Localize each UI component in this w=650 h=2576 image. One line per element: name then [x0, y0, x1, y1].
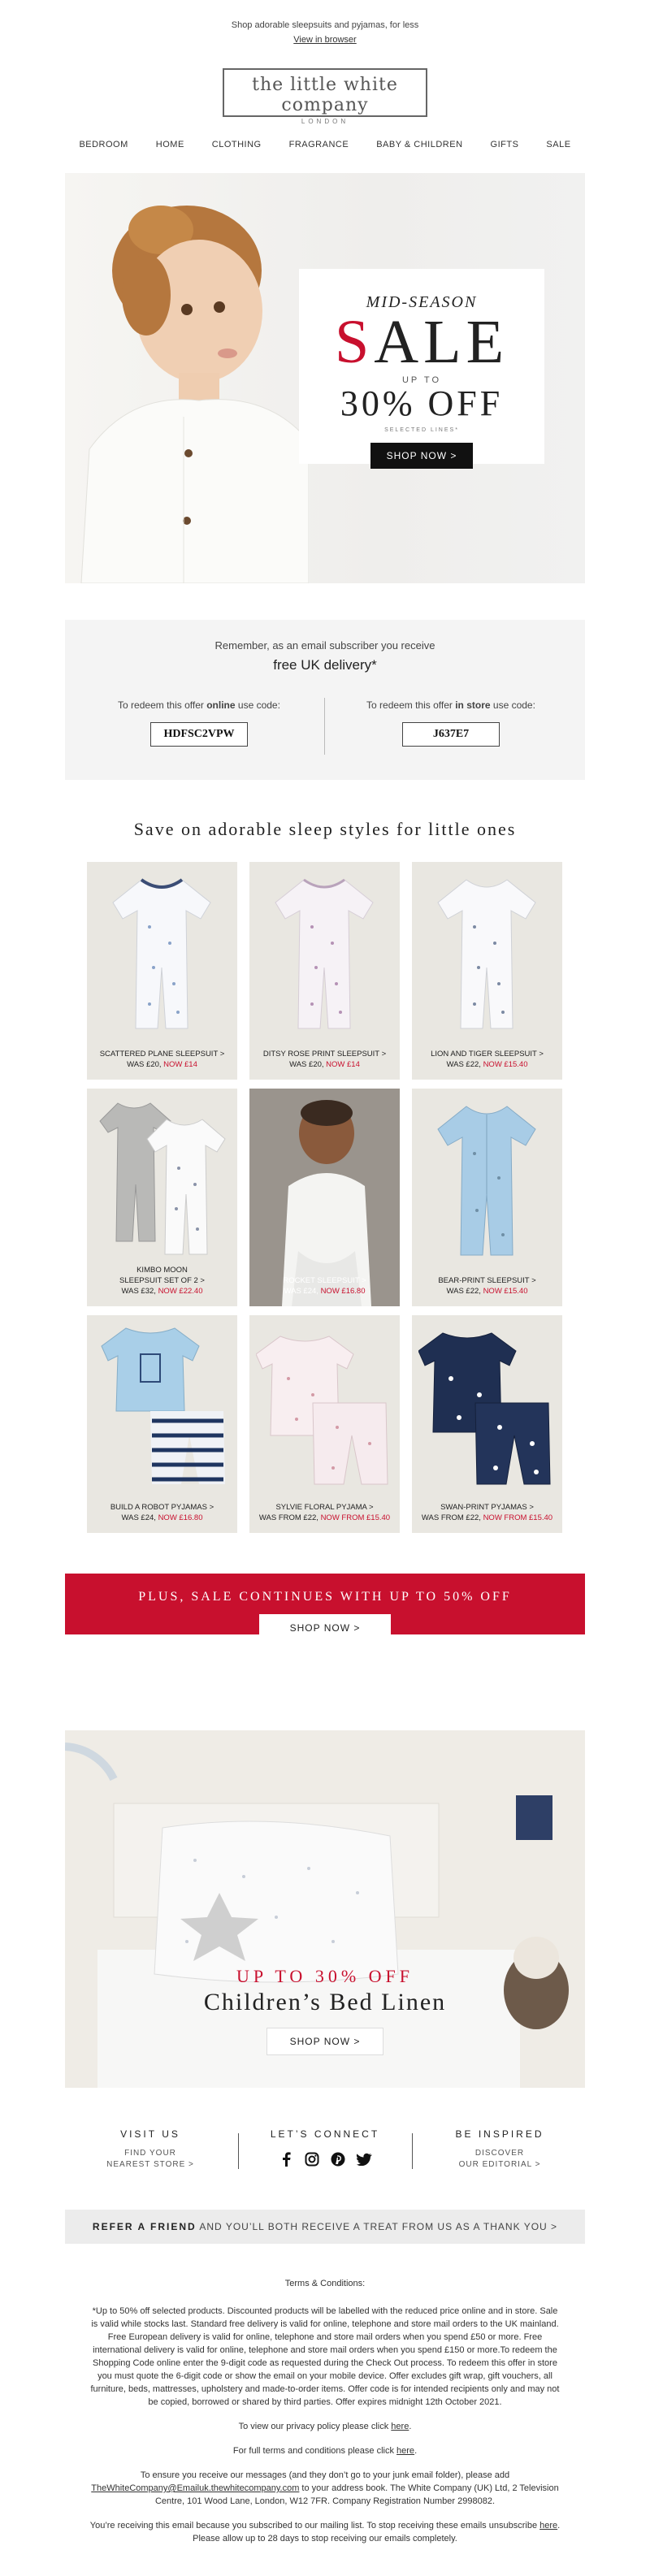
product-label: SWAN-PRINT PYJAMAS > WAS FROM £22, NOW FROM £15.40 [421, 1503, 553, 1522]
instagram-icon[interactable] [304, 2151, 320, 2167]
footer-divider [238, 2133, 239, 2169]
product-tile[interactable] [87, 1089, 237, 1306]
sale-continues-banner [65, 1574, 585, 1634]
product-image [105, 870, 219, 1037]
privacy-link[interactable]: here [391, 2422, 410, 2431]
bed-linen-up-to: UP TO 30% OFF [236, 1966, 414, 1986]
grid-heading: Save on adorable sleep styles for little ones [133, 819, 517, 839]
unsubscribe-line: You’re receiving this email because you subscribed to our mailing list. To stop receiving these emails unsubscribe here. Please allow up to 28 days to stop receiving our emails completely. [89, 2521, 561, 2544]
visit-us-link[interactable]: FIND YOUR NEAREST STORE > [106, 2149, 194, 2169]
sale-continues-text: PLUS, SALE CONTINUES WITH UP TO 50% OFF [138, 1590, 512, 1604]
product-label: BUILD A ROBOT PYJAMAS > WAS £24, NOW £16.80 [110, 1503, 214, 1522]
product-label: KIMBO MOON SLEEPSUIT SET OF 2 > WAS £32, NOW £22.40 [119, 1266, 205, 1296]
bed-linen-banner[interactable] [65, 1730, 585, 2088]
product-label: DITSY ROSE PRINT SLEEPSUIT > WAS £20, NOW £14 [262, 1050, 387, 1069]
refer-title: REFER A FRIEND [92, 2221, 197, 2232]
product-label: SYLVIE FLORAL PYJAMA > WAS FROM £22, NOW FROM £15.40 [258, 1503, 391, 1522]
hero-sale-title: SALE [334, 308, 509, 376]
delivery-line2: free UK delivery* [273, 657, 377, 673]
privacy-line: To view our privacy policy please click here. [238, 2422, 412, 2431]
be-inspired-title: BE INSPIRED [455, 2128, 544, 2140]
address-book-line: To ensure you receive our messages (and they don’t go to your junk email folder), please add TheWhiteCompany@Emailuk.thewhitecompany.com to your address book. The White Company (UK) Ltd, 2 Television Centre, 101 Wood Lane, London, W12 7FR. Company Registration Number 2998082. [91, 2470, 559, 2506]
product-image [93, 1095, 232, 1258]
connect-title: LET’S CONNECT [270, 2128, 380, 2140]
nav-home[interactable]: HOME [155, 140, 184, 149]
bed-linen-copy [65, 1966, 585, 2055]
refer-text: AND YOU’LL BOTH RECEIVE A TREAT FROM US AS A THANK YOU > [196, 2221, 558, 2232]
hero-banner[interactable] [65, 173, 585, 583]
sale-continues-shop-button[interactable]: SHOP NOW > [259, 1614, 392, 1642]
product-tile[interactable] [412, 1315, 562, 1533]
sale-panel [299, 269, 544, 464]
product-tile[interactable] [249, 862, 400, 1080]
refer-a-friend-bar[interactable] [65, 2210, 585, 2244]
product-image [93, 1322, 232, 1488]
store-code-block: To redeem this offer in store use code: J637E7 [325, 699, 577, 747]
terms-body: *Up to 50% off selected products. Discounted products will be labelled with the reduced price online and in store. Sale is valid while stocks last. Standard free delivery is valid for online, telephone and store mail orders to the UK mainland. Free European delivery is valid for online, telephone and store mail orders when you spend £50 or more. Free international delivery is valid for online, telephone and store mail orders when you spend £150 or more.To redeem the Shopping Code online enter the 9-digit code as requested during the Check Out process. To redeem this offer in store you must quote the 6-digit code or show the email on your mobile device. Offer excludes gift wrap, gift vouchers, all furniture, beds, mattresses, upholstery and made-to-order items. Offer code is for intended recipients only and may not be copied, borrowed or shared by third parties. Offer expires midnight 12th October 2021. [90, 2306, 560, 2407]
main-nav [0, 140, 650, 149]
bed-linen-shop-button[interactable]: SHOP NOW > [266, 2028, 384, 2055]
product-tile[interactable] [249, 1089, 400, 1306]
product-tile[interactable] [87, 1315, 237, 1533]
bed-linen-title: Children’s Bed Linen [203, 1989, 447, 2015]
online-code-block: To redeem this offer online use code: HDFSC2VPW [73, 699, 325, 747]
product-image [430, 870, 544, 1037]
footer-links [65, 2128, 585, 2185]
twitter-icon[interactable] [356, 2151, 372, 2167]
hero-shop-now-button[interactable]: SHOP NOW > [370, 443, 474, 469]
nav-sale[interactable]: SALE [546, 140, 571, 149]
hero-up-to: UP TO [401, 375, 442, 385]
hero-percent: 30% OFF [340, 383, 504, 423]
terms-heading: Terms & Conditions: [284, 2279, 366, 2288]
product-tile[interactable] [249, 1315, 400, 1533]
delivery-line1: Remember, as an email subscriber you receive [214, 639, 436, 652]
product-label: LION AND TIGER SLEEPSUIT > WAS £22, NOW £15.40 [431, 1050, 544, 1069]
product-label: BEAR-PRINT SLEEPSUIT > WAS £22, NOW £15.40 [438, 1276, 536, 1296]
full-terms-line: For full terms and conditions please click here. [232, 2446, 418, 2456]
sender-email-link[interactable]: TheWhiteCompany@Emailuk.thewhitecompany.com [91, 2483, 300, 2493]
visit-us-title: VISIT US [120, 2128, 180, 2140]
product-tile[interactable] [412, 1089, 562, 1306]
online-code: HDFSC2VPW [150, 722, 248, 747]
preheader-text: Shop adorable sleepsuits and pyjamas, for less [231, 20, 419, 30]
nav-fragrance[interactable]: FRAGRANCE [288, 140, 349, 149]
product-image [418, 1322, 557, 1488]
facebook-icon[interactable] [278, 2151, 294, 2167]
preheader [0, 18, 650, 47]
logo-sub: LONDON [301, 118, 349, 125]
full-terms-link[interactable]: here [396, 2446, 415, 2456]
be-inspired-link[interactable]: DISCOVER OUR EDITORIAL > [458, 2149, 541, 2169]
product-image [267, 870, 381, 1037]
delivery-offer-panel [65, 620, 585, 780]
view-in-browser-link[interactable]: View in browser [293, 35, 357, 45]
logo-main: the little white company [252, 75, 398, 115]
hero-selected-lines: SELECTED LINES* [384, 427, 459, 433]
product-label: ROCKET SLEEPSUIT > WAS £24, NOW £16.80 [283, 1276, 366, 1296]
nav-clothing[interactable]: CLOTHING [211, 140, 262, 149]
hero-mid-season: MID-SEASON [366, 293, 478, 311]
nav-gifts[interactable]: GIFTS [490, 140, 519, 149]
product-tile[interactable] [87, 862, 237, 1080]
be-inspired-block[interactable] [418, 2128, 581, 2171]
footer-divider [412, 2133, 413, 2169]
product-label: SCATTERED PLANE SLEEPSUIT > WAS £20, NOW £14 [99, 1050, 225, 1069]
nav-baby-children[interactable]: BABY & CHILDREN [376, 140, 463, 149]
product-image [249, 1089, 400, 1306]
visit-us-block[interactable] [69, 2128, 232, 2171]
pinterest-icon[interactable] [330, 2151, 346, 2167]
terms-section [89, 2277, 561, 2557]
unsubscribe-link[interactable]: here [540, 2521, 558, 2531]
product-image [430, 1097, 544, 1263]
product-image [256, 1322, 394, 1488]
connect-block [244, 2128, 406, 2167]
logo[interactable] [223, 68, 427, 125]
store-code: J637E7 [402, 722, 500, 747]
hero-baby-image [65, 173, 309, 583]
product-tile[interactable] [412, 862, 562, 1080]
nav-bedroom[interactable]: BEDROOM [79, 140, 128, 149]
